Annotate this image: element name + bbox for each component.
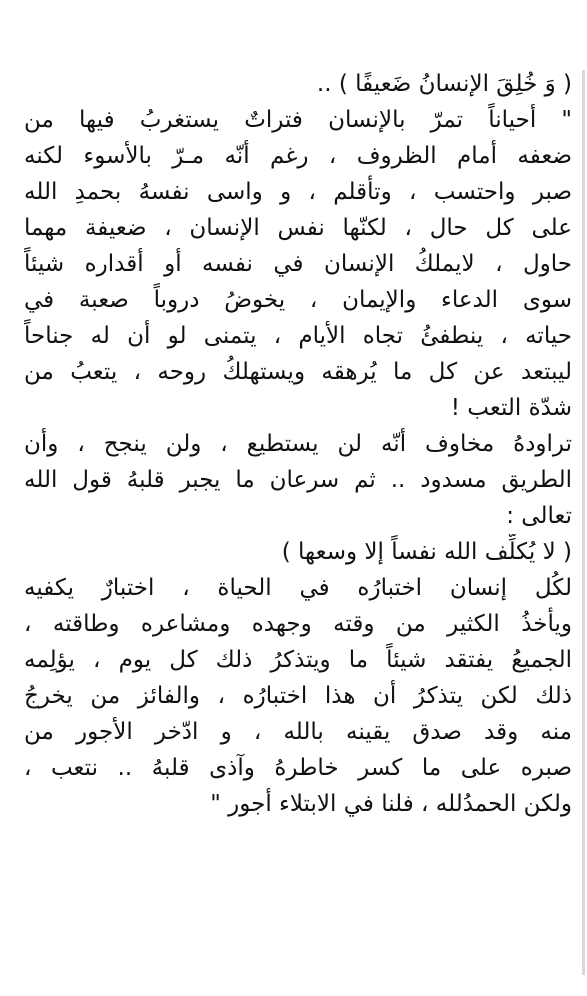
text-line-closing: ولكن الحمدُلله ، فلنا في الابتلاء أجور ": [210, 791, 572, 817]
text-line: الجميعُ يفتقد شيئاً ما ويتذكرُ ذلك كل يوم ، يؤلِمه: [24, 647, 572, 673]
text-line: ضعفه أمام الظروف ، رغم أنّه مـرّ بالأسوء لكنه: [24, 143, 572, 169]
text-line: منه وقد صدق يقينه بالله ، و ادّخر الأجور من: [24, 719, 572, 745]
text-line: " أحياناً تمرّ بالإنسان فتراتٌ يستغربُ فيها من: [24, 107, 572, 133]
text-line: تعالى :: [506, 503, 572, 529]
text-line: ذلك لكن يتذكرُ أن هذا اختبارُه ، والفائز من يخرجُ: [24, 683, 572, 709]
text-line: شدّة التعب !: [450, 395, 572, 421]
text-line: تراودهُ مخاوف أنّه لن يستطيع ، ولن ينجح ، وأن: [24, 431, 572, 457]
page-edge-divider: [582, 70, 585, 975]
text-line: حاول ، لايملكُ الإنسان في نفسه أو أقداره شيئاً: [24, 251, 572, 277]
text-line: الطريق مسدود .. ثم سرعان ما يجبر قلبهُ قول الله: [24, 467, 572, 493]
text-line: ويأخذُ الكثير من وقته وجهده ومشاعره وطاقته ،: [24, 611, 572, 637]
text-line: على كل حال ، لكنّها نفس الإنسان ، ضعيفة مهما: [24, 215, 572, 241]
text-line: حياته ، ينطفئُ تجاه الأيام ، يتمنى لو أن له جناحاً: [24, 323, 572, 349]
text-line: صبر واحتسب ، وتأقلم ، و واسى نفسهُ بحمدِ الله: [24, 179, 572, 205]
text-line-title: ( وَ خُلِقَ الإنسانُ ضَعيفًا ) ..: [316, 71, 572, 97]
text-line: ليبتعد عن كل ما يُرهقه ويستهلكُ روحه ، يتعبُ من: [24, 359, 572, 385]
text-line: صبره على ما كسر خاطرهُ وآذى قلبهُ .. نتعب ،: [24, 755, 572, 781]
text-line: لكُل إنسان اختبارُه في الحياة ، اختبارٌ يكفيه: [24, 575, 572, 601]
quran-verse-line: ( لا يُكلِّف الله نفساً إلا وسعها ): [281, 539, 572, 565]
text-line: سوى الدعاء والإيمان ، يخوضُ دروباً صعبة في: [24, 287, 572, 313]
arabic-text-body: [24, 66, 572, 822]
